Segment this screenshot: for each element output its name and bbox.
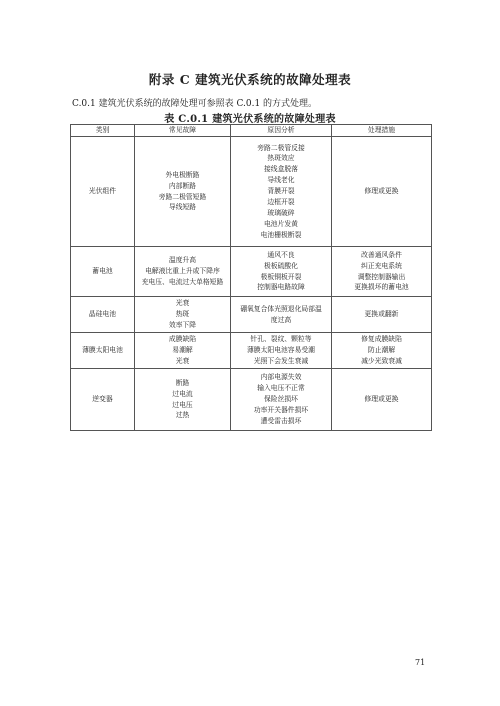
fault-item: 过热 [175, 411, 190, 420]
measures-cell [332, 297, 432, 333]
cause-item: 光照下会发生衰减 [253, 356, 309, 365]
header-measures: 处理措施 [332, 125, 432, 137]
intro-paragraph: C.0.1 建筑光伏系统的故障处理可参照表 C.0.1 的方式处理。 [72, 99, 318, 109]
cause-item: 热斑效应 [267, 154, 295, 163]
cause-item: 玻璃破碎 [267, 208, 295, 217]
cause-item: 通风不良 [267, 250, 295, 259]
cause-item: 保险丝损坏 [264, 395, 298, 404]
header-category: 类别 [71, 125, 135, 137]
cause-item: 内部电源失效 [260, 373, 302, 382]
cause-item: 电池栅极断裂 [260, 230, 302, 239]
cause-item: 遭受雷击损坏 [260, 416, 302, 425]
faults-cell [135, 369, 231, 431]
fault-item: 易潮解 [172, 346, 193, 355]
fault-item: 电解液比重上升或下降序 [145, 267, 220, 276]
measure-item: 减少光致衰减 [361, 356, 402, 365]
fault-item: 效率下降 [168, 320, 197, 329]
cause-item: 薄膜太阳电池容易受潮 [247, 346, 315, 355]
measure-item: 更换损坏的蓄电池 [354, 283, 409, 292]
cause-item: 硼氧复合体光照退化局部温 [240, 304, 322, 313]
cause-item: 控制器电路故障 [257, 283, 305, 292]
causes-cell [231, 333, 332, 369]
header-causes: 原因分析 [231, 125, 332, 137]
page-number: 71 [415, 658, 426, 667]
measure-item: 修理或更换 [364, 395, 399, 404]
table-row [71, 137, 432, 247]
cause-item: 极板铜板开裂 [260, 272, 302, 281]
table-caption: 表 C.0.1 建筑光伏系统的故障处理表 [164, 114, 336, 125]
cause-item: 背膜开裂 [267, 187, 295, 196]
measures-cell [332, 247, 432, 297]
cause-item: 电池片发黄 [264, 219, 298, 228]
causes-cell [231, 297, 332, 333]
causes-cell [231, 247, 332, 297]
appendix-title: 附录 C 建筑光伏系统的故障处理表 [148, 72, 352, 87]
category-cell: 逆变器 [71, 369, 135, 431]
category-cell: 薄膜太阳电池 [71, 333, 135, 369]
table-row [71, 297, 432, 333]
table-header-row [71, 125, 432, 137]
table-row [71, 247, 432, 297]
table-row [71, 369, 432, 431]
fault-item: 光衰 [175, 356, 190, 365]
measure-item: 改善通风条件 [361, 250, 402, 259]
fault-item: 旁路二极管短路 [158, 192, 207, 201]
category-cell: 光伏组件 [71, 137, 135, 247]
fault-table [70, 124, 432, 431]
cause-item: 旁路二极管反接 [257, 143, 305, 152]
cause-item: 度过高 [270, 315, 292, 324]
fault-item: 过电流 [172, 389, 193, 398]
category-cell: 蓄电池 [71, 247, 135, 297]
measures-cell [332, 333, 432, 369]
faults-cell [135, 297, 231, 333]
cause-item: 功率开关器件损坏 [253, 405, 309, 414]
cause-item: 边框开裂 [267, 197, 295, 206]
fault-item: 温度升高 [168, 256, 197, 265]
category-cell: 晶硅电池 [71, 297, 135, 333]
fault-item: 导线短路 [168, 203, 197, 212]
fault-item: 过电压 [172, 400, 193, 409]
cause-item: 针孔、裂纹、颗粒等 [250, 335, 312, 344]
header-faults: 常见故障 [135, 125, 231, 137]
cause-item: 极板硫酸化 [264, 261, 298, 270]
fault-item: 热斑 [175, 310, 190, 319]
cause-item: 接线盒脱落 [264, 165, 298, 174]
fault-item: 充电压、电流过大单格短路 [141, 277, 224, 286]
measures-cell [332, 137, 432, 247]
measure-item: 更换或翻新 [364, 310, 399, 319]
table-row [71, 333, 432, 369]
measure-item: 纠正充电系统 [361, 261, 402, 270]
faults-cell [135, 137, 231, 247]
measure-item: 修理或更换 [364, 187, 399, 196]
cause-item: 输入电压不正常 [257, 384, 305, 393]
causes-cell [231, 137, 332, 247]
faults-cell [135, 247, 231, 297]
cause-item: 导线老化 [267, 176, 295, 185]
measure-item: 防止潮解 [367, 346, 396, 355]
faults-cell [135, 333, 231, 369]
fault-item: 断路 [175, 378, 190, 387]
fault-item: 成膜缺陷 [168, 335, 197, 344]
measures-cell [332, 369, 432, 431]
fault-item: 内部断路 [168, 181, 197, 190]
measure-item: 修复成膜缺陷 [361, 335, 402, 344]
fault-item: 外电极断路 [165, 170, 200, 179]
fault-item: 光衰 [175, 299, 190, 308]
causes-cell [231, 369, 332, 431]
measure-item: 调整控制器输出 [357, 272, 406, 281]
